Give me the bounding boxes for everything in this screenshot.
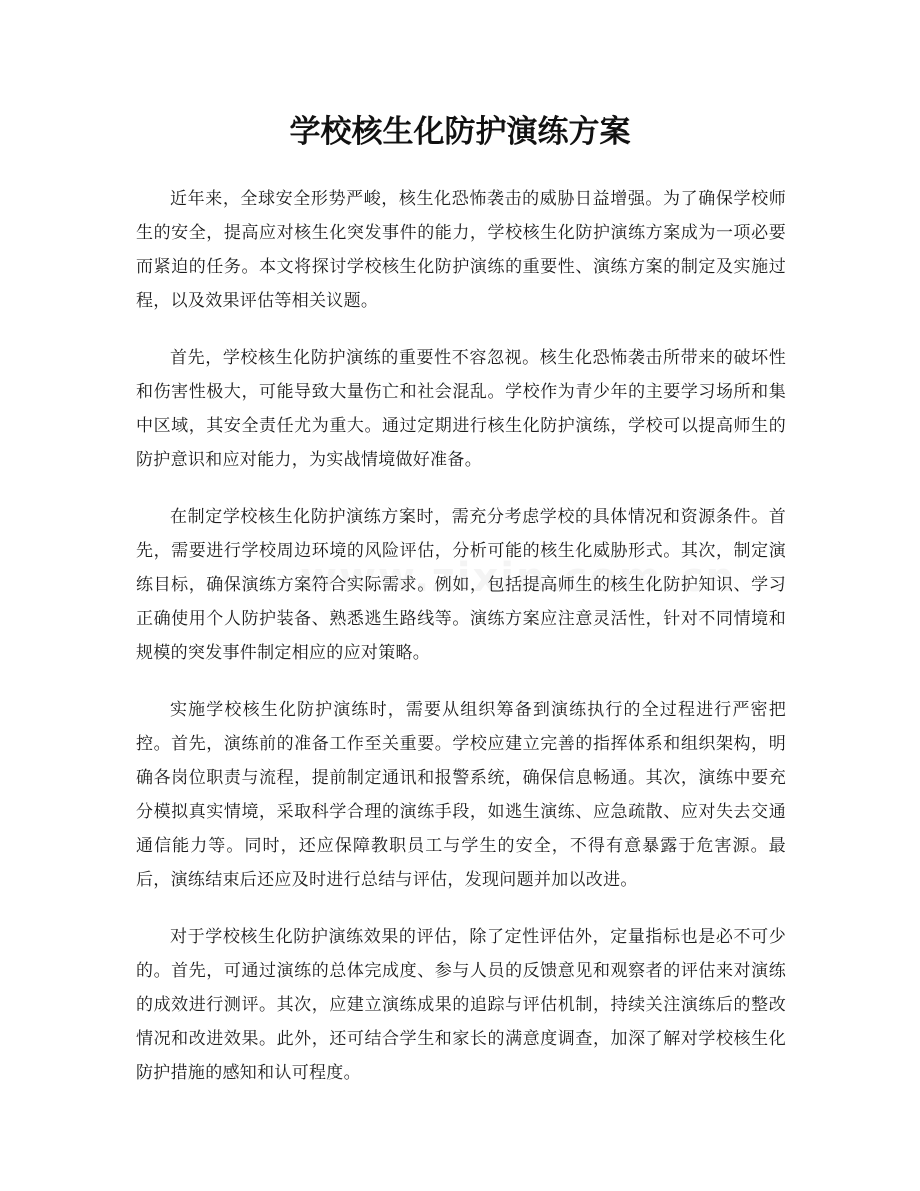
paragraph-intro: 近年来，全球安全形势严峻，核生化恐怖袭击的威胁日益增强。为了确保学校师生的安全，提高应对核生化突发事件的能力，学校核生化防护演练方案成为一项必要而紧迫的任务。本文将探讨学校核生化防护演练的重要性、演练方案的制定及实施过程，以及效果评估等相关议题。 — [136, 189, 786, 311]
paragraph-evaluation: 对于学校核生化防护演练效果的评估，除了定性评估外，定量指标也是必不可少的。首先，可通过演练的总体完成度、参与人员的反馈意见和观察者的评估来对演练的成效进行测评。其次，应建立演练成果的追踪与评估机制，持续关注演练后的整改情况和改进效果。此外，还可结合学生和家长的满意度调查，加深了解对学校核生化防护措施的感知和认可程度。 — [136, 927, 786, 1083]
paragraph-planning: 在制定学校核生化防护演练方案时，需充分考虑学校的具体情况和资源条件。首先，需要进行学校周边环境的风险评估，分析可能的核生化威胁形式。其次，制定演练目标，确保演练方案符合实际需求。例如，包括提高师生的核生化防护知识、学习正确使用个人防护装备、熟悉逃生路线等。演练方案应注意灵活性，针对不同情境和规模的突发事件制定相应的应对策略。 — [136, 507, 786, 663]
paragraph-importance: 首先，学校核生化防护演练的重要性不容忽视。核生化恐怖袭击所带来的破坏性和伤害性极大，可能导致大量伤亡和社会混乱。学校作为青少年的主要学习场所和集中区域，其安全责任尤为重大。通过定期进行核生化防护演练，学校可以提高师生的防护意识和应对能力，为实战情境做好准备。 — [136, 348, 786, 470]
document-body — [136, 182, 786, 1113]
page-title: 学校核生化防护演练方案 — [289, 114, 631, 150]
paragraph-implementation: 实施学校核生化防护演练时，需要从组织筹备到演练执行的全过程进行严密把控。首先，演练前的准备工作至关重要。学校应建立完善的指挥体系和组织架构，明确各岗位职责与流程，提前制定通讯和报警系统，确保信息畅通。其次，演练中要充分模拟真实情境，采取科学合理的演练手段，如逃生演练、应急疏散、应对失去交通通信能力等。同时，还应保障教职员工与学生的安全，不得有意暴露于危害源。最后，演练结束后还应及时进行总结与评估，发现问题并加以改进。 — [136, 700, 786, 890]
